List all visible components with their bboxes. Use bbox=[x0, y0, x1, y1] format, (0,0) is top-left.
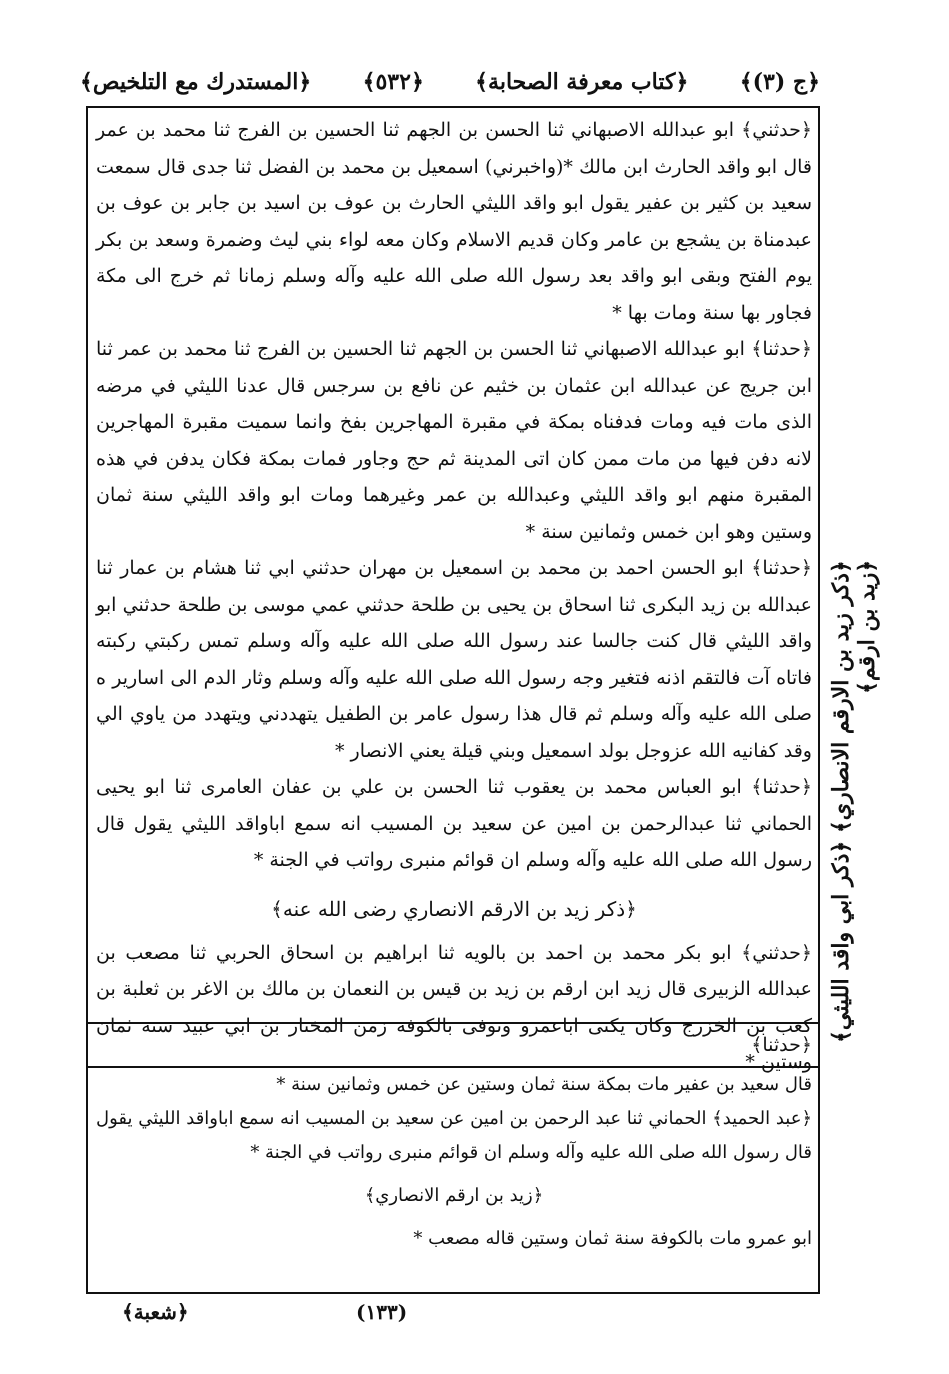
margin-note: ﴿زيد بن ارقم﴾ bbox=[854, 560, 880, 695]
footer-label: ﴿شعبة﴾ bbox=[122, 1300, 189, 1324]
margin-note: ﴿ذكر زيد بن الارقم الانصاري﴾ ﴿ذكر ابي واقد الليثي﴾ bbox=[828, 560, 854, 1043]
book-title: ﴿المستدرك مع التلخيص﴾ bbox=[80, 69, 312, 95]
page-footer bbox=[86, 1300, 820, 1334]
notes-heading: ﴿زيد بن ارقم الانصاري﴾ bbox=[364, 1185, 544, 1206]
paragraph: ﴿حدثنا﴾ ابو العباس محمد بن يعقوب ثنا الحسن بن علي بن عفان العامرى ثنا ابو يحيى الحماني ثنا عبدالرحمن بن امين عن سعيد بن المسيب انه سمع اباواقد الليثي يقول قال رسول الله صلى الله عليه وآله وسلم ان قوائم منبرى رواتب في الجنة * bbox=[96, 776, 812, 871]
page-header bbox=[80, 62, 820, 102]
paragraph: ﴿حدثني﴾ ابو بكر محمد بن احمد بن بالويه ثنا ابراهيم بن اسحاق الحربي ثنا مصعب بن عبدالله الزبيرى قال زيد ابن ارقم بن زيد بن قيس بن النعمان بن مالك بن الاغر بن ثعلبة بن كعب بن الخزرج وكان يكنى اباعمرو وتوفى بالكوفة زمن المختار بن ابي عبيد سنة ثمان وستين * bbox=[96, 941, 812, 1073]
section-heading: ﴿ذكر زيد بن الارقم الانصاري رضى الله عنه﴾ bbox=[271, 896, 637, 921]
summary-notes bbox=[96, 1068, 812, 1256]
paragraph: ﴿حدثنا﴾ ابو عبدالله الاصبهاني ثنا الحسن بن الجهم ثنا الحسين بن الفرج ثنا محمد بن عمر ثنا ابن جريج عن عبدالله ابن عثمان بن خثيم عن نافع بن سرجس قال عدنا الليثي في مرضه الذى مات فيه ومات فدفناه بمكة في مقبرة المهاجرين بفخ وانما سميت مقبرة المهاجرين لانه دفن فيها من مات ممن كان اتى المدينة ثم حج وجاور فمات بمكة فكان يدفن في هذه المقبرة منهم ابو واقد الليثي وعبدالله بن عمر وغيرهما ومات ابو واقد الليثي سنة ثمان وستين وهو ابن خمس وثمانين سنة * bbox=[96, 338, 812, 543]
footer-page-number: (١٣٣) bbox=[356, 1300, 408, 1324]
paragraph: ﴿حدثني﴾ ابو عبدالله الاصبهاني ثنا الحسن بن الجهم ثنا الحسين بن الفرج ثنا محمد بن عمر قال ابو واقد الحارث ابن مالك *(واخبرني) اسمعيل بن محمد بن الفضل ثنا جدى قال سمعت سعيد بن كثير بن عفير يقول ابو واقد الليثي الحارث بن عوف بن اسيد بن جابر بن عوف بن عبدمناة بن يشجع بن عامر وكان قديم الاسلام وكان معه لواء بني ليث وضمرة وسعد بن بكر يوم الفتح وبقى ابو واقد بعد رسول الله صلى الله عليه وآله وسلم زمانا ثم خرج الى مكة فجاور بها سنة ومات بها * bbox=[96, 119, 812, 324]
note-line: ﴿عبد الحميد﴾ الحماني ثنا عبد الرحمن بن امين عن سعيد بن المسيب انه سمع اباواقد الليثي يقول قال رسول الله صلى الله عليه وآله وسلم ان قوائم منبرى رواتب في الجنة * bbox=[96, 1108, 812, 1163]
main-text bbox=[96, 112, 812, 1081]
strip-label: ﴿حدثنا﴾ bbox=[751, 1034, 812, 1056]
paragraph: ﴿حدثنا﴾ ابو الحسن احمد بن محمد بن اسمعيل بن مهران حدثني ابي ثنا هشام بن عمار ثنا عبدالله بن زيد البكرى ثنا اسحاق بن يحيى بن طلحة حدثني عمي موسى بن طلحة حدثني ابو واقد الليثي قال كنت جالسا عند رسول الله صلى الله عليه وآله وسلم تمس ركبتي ركبته فاتاه آت فالتقم اذنه فتغير وجه رسول الله صلى الله عليه وآله وسلم وثار الدم الى اسارير ه صلى الله عليه وآله وسلم ثم قال هذا رسول عامر بن الطفيل يتهددني ويتهدد من ياوي الي وقد كفانيه الله عزوجل بولد اسمعيل وبني قيلة يعني الانصار * bbox=[96, 557, 812, 762]
header-page-number: ﴿٥٣٢﴾ bbox=[362, 69, 424, 95]
note-line: قال سعيد بن عفير مات بمكة سنة ثمان وستين عن خمس وثمانين سنة * bbox=[276, 1074, 812, 1095]
note-line: ابو عمرو مات بالكوفة سنة ثمان وستين قاله مصعب * bbox=[413, 1228, 812, 1249]
continuation-strip bbox=[96, 1026, 812, 1064]
chapter-title: ﴿كتاب معرفة الصحابة﴾ bbox=[475, 69, 689, 95]
margin-notes bbox=[828, 560, 880, 1280]
volume-label: ﴿ج (٣)﴾ bbox=[739, 69, 820, 95]
